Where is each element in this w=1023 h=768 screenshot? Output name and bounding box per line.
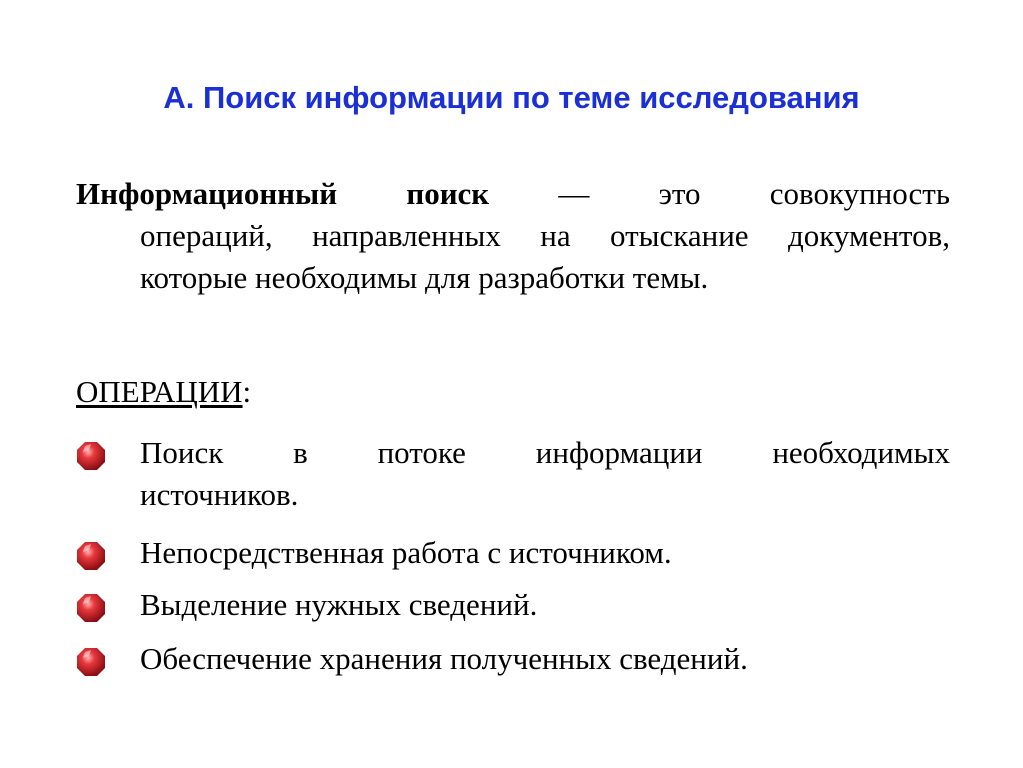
red-gem-bullet-icon [76,593,106,623]
definition-word: отыскание [610,218,749,253]
list-item-line-1 [140,532,950,574]
definition-word: совокупность [769,176,950,211]
list-item-label: Обеспечение хранения полученных сведений. [140,641,748,676]
red-gem-bullet-icon [76,441,106,471]
list-item-line-1 [140,638,950,680]
red-gem-bullet-icon [76,647,106,677]
list-item-line-2 [140,474,950,516]
definition-word: операций, [140,218,273,253]
list-item-line-1 [140,584,950,626]
definition-line-3 [76,257,950,299]
list-item-word: в [293,435,308,470]
red-gem-bullet-icon [76,541,106,571]
list-item-text [140,584,950,626]
definition-word: документов, [787,218,950,253]
list-item-word: информации [535,435,703,470]
list-item-label: Выделение нужных сведений. [140,587,538,622]
operations-heading-colon: : [242,374,252,409]
list-item-word: Поиск [140,435,224,470]
definition-line-3-text: которые необходимы для разработки темы. [140,260,709,295]
definition-dash: — [558,176,590,211]
list-item-line-1 [140,432,950,474]
definition-paragraph [76,173,950,299]
operations-heading [76,371,251,413]
definition-word: на [540,218,571,253]
list-item-text [140,532,950,574]
definition-word: это [658,176,701,211]
slide-title: А. Поиск информации по теме исследования [163,80,860,115]
list-item-text [140,432,950,516]
operations-heading-label: ОПЕРАЦИИ [76,374,243,409]
list-item-word: источников. [140,477,299,512]
definition-term-word-2: поиск [406,176,490,211]
definition-line-1 [76,173,950,215]
list-item-word: необходимых [772,435,950,470]
definition-term-word-1: Информационный [76,176,338,211]
definition-line-2 [76,215,950,257]
list-item-word: потоке [377,435,466,470]
list-item-text [140,638,950,680]
list-item-label: Непосредственная работа с источником. [140,535,672,570]
definition-word: направленных [312,218,501,253]
